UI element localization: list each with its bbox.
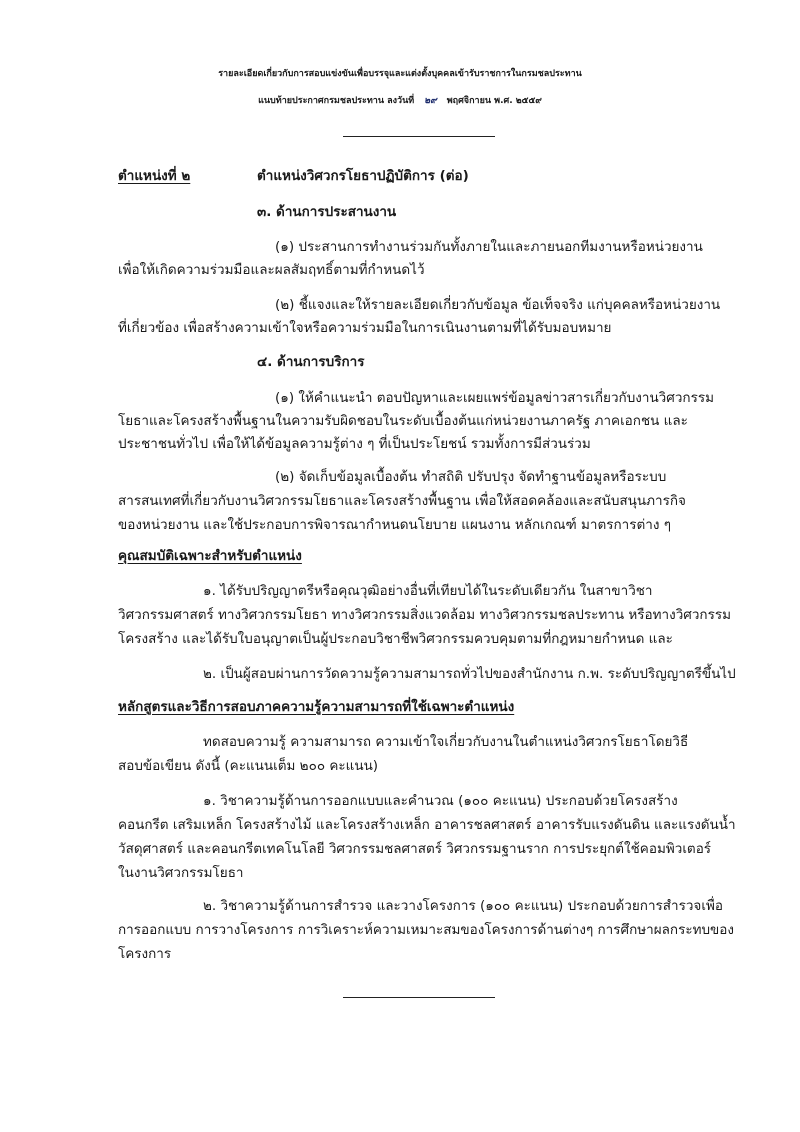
qualification-item2-line1: ๒. เป็นผู้สอบผ่านการวัดความรู้ความสามารถทั่วไปของสำนักงาน ก.พ. ระดับปริญญาตรีขึ้นไป [203,666,736,682]
exam-intro-line2: สอบข้อเขียน ดังนี้ (คะแนนเต็ม ๒๐๐ คะแนน) [118,758,379,774]
section4-heading: ๔. ด้านการบริการ [257,354,365,370]
section4-item1-line2: โยธาและโครงสร้างพื้นฐานในความรับผิดชอบในระดับเบื้องต้นแก่หน่วยงานภาครัฐ ภาคเอกชน และ [118,413,688,429]
exam-heading: หลักสูตรและวิธีการสอบภาคความรู้ความสามารถที่ใช้เฉพาะตำแหน่ง [118,699,515,715]
qualifications-heading: คุณสมบัติเฉพาะสำหรับตำแหน่ง [118,548,302,564]
exam-subject2-line3: โครงการ [118,946,172,962]
section3-item2-line1: (๒) ชี้แจงและให้รายละเอียดเกี่ยวกับข้อมูล ข้อเท็จจริง แก่บุคคลหรือหน่วยงาน [275,297,721,313]
section4-item2-line3: ของหน่วยงาน และใช้ประกอบการพิจารณากำหนดนโยบาย แผนงาน หลักเกณฑ์ มาตรการต่าง ๆ [118,517,671,533]
section3-item1-line1: (๑) ประสานการทำงานร่วมกันทั้งภายในและภายนอกทีมงานหรือหน่วยงาน [275,239,703,255]
exam-subject2-line2: การออกแบบ การวางโครงการ การวิเคราะห์ความเหมาะสมของโครงการด้านต่างๆ การศึกษาผลกระทบของ [118,922,734,938]
section3-item1-line2: เพื่อให้เกิดความร่วมมือและผลสัมฤทธิ์ตามที่กำหนดไว้ [118,262,425,278]
section3-heading: ๓. ด้านการประสานงาน [257,204,397,220]
section4-item2-line1: (๒) จัดเก็บข้อมูลเบื้องต้น ทำสถิติ ปรับปรุง จัดทำฐานข้อมูลหรือระบบ [275,469,667,485]
exam-subject1-line1: ๑. วิชาความรู้ด้านการออกแบบและคำนวณ (๑๐๐ คะแนน) ประกอบด้วยโครงสร้าง [203,793,678,809]
section4-item2-line2: สารสนเทศที่เกี่ยวกับงานวิศวกรรมโยธาและโครงสร้างพื้นฐาน เพื่อให้สอดคล้องและสนับสนุนภารกิจ [118,493,686,509]
position-label: ตำแหน่งที่ ๒ [118,168,191,184]
exam-subject1-line3: วัสดุศาสตร์ และคอนกรีตเทคโนโลยี วิศวกรรมชลศาสตร์ วิศวกรรมฐานราก การประยุกต์ใช้คอมพิวเตอร์ [118,841,712,857]
exam-intro-line1: ทดสอบความรู้ ความสามารถ ความเข้าใจเกี่ยวกับงานในตำแหน่งวิศวกรโยธาโดยวิธี [203,734,689,750]
qualification-item1-line1: ๑. ได้รับปริญญาตรีหรือคุณวุฒิอย่างอื่นที่เทียบได้ในระดับเดียวกัน ในสาขาวิชา [203,583,653,599]
document-title-line2 [0,90,800,112]
title-suffix: พฤศจิกายน พ.ศ. ๒๕๕๙ [446,96,542,106]
qualification-item1-line3: โครงสร้าง และได้รับใบอนุญาตเป็นผู้ประกอบวิชาชีพวิศวกรรมควบคุมตามที่กฎหมายกำหนด และ [118,631,673,647]
title-prefix: แนบท้ายประกาศกรมชลประทาน ลงวันที่ [258,96,415,106]
handwritten-date: ๒๙ [424,96,437,106]
section3-item2-line2: ที่เกี่ยวข้อง เพื่อสร้างความเข้าใจหรือความร่วมมือในการเนินงานตามที่ได้รับมอบหมาย [118,320,612,336]
exam-subject1-line4: ในงานวิศวกรรมโยธา [118,865,244,881]
document-title-line1: รายละเอียดเกี่ยวกับการสอบแข่งขันเพื่อบรรจุและแต่งตั้งบุคคลเข้ารับราชการในกรมชลประทาน [218,69,582,79]
title-divider [343,136,495,137]
section4-item1-line3: ประชาชนทั่วไป เพื่อให้ได้ข้อมูลความรู้ต่าง ๆ ที่เป็นประโยชน์ รวมทั้งการมีส่วนร่วม [118,436,591,452]
qualification-item1-line2: วิศวกรรมศาสตร์ ทางวิศวกรรมโยธา ทางวิศวกรรมสิ่งแวดล้อม ทางวิศวกรรมชลประทาน หรือทางวิศวกรรม [118,607,731,623]
section4-item1-line1: (๑) ให้คำแนะนำ ตอบปัญหาและเผยแพร่ข้อมูลข่าวสารเกี่ยวกับงานวิศวกรรม [275,390,714,406]
exam-subject1-line2: คอนกรีต เสริมเหล็ก โครงสร้างไม้ และโครงสร้างเหล็ก อาคารชลศาสตร์ อาคารรับแรงดันดิน และแรงดันน้ำ [118,817,736,833]
footer-divider [343,997,495,998]
position-name: ตำแหน่งวิศวกรโยธาปฏิบัติการ (ต่อ) [257,168,469,184]
exam-subject2-line1: ๒. วิชาความรู้ด้านการสำรวจ และวางโครงการ (๑๐๐ คะแนน) ประกอบด้วยการสำรวจเพื่อ [203,898,723,914]
